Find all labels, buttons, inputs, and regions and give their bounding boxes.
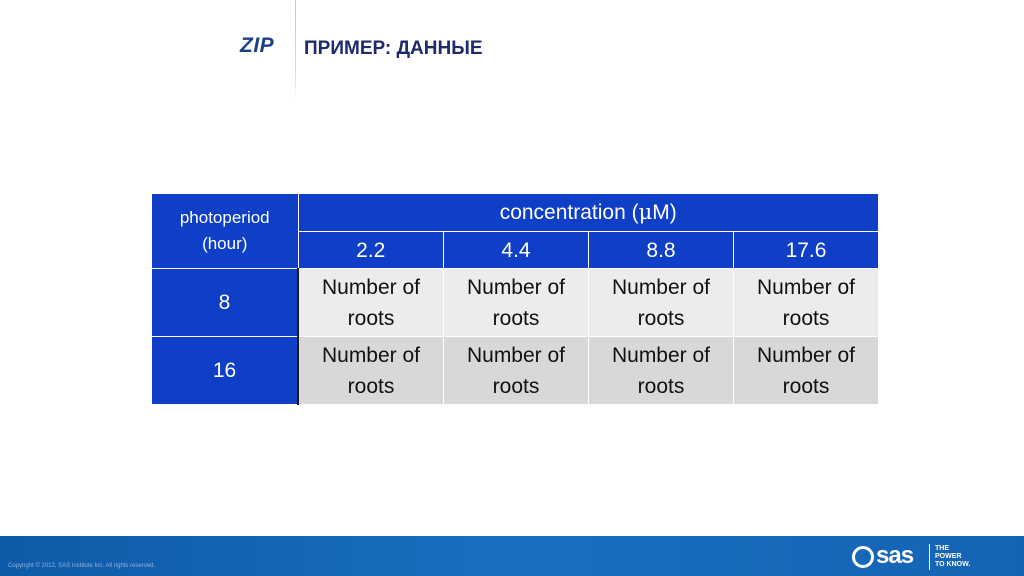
table-cell: Number of roots	[589, 269, 734, 337]
table-cell: Number of roots	[589, 337, 734, 405]
corner-line-1: photoperiod	[179, 208, 270, 227]
tagline-line: POWER	[935, 553, 962, 560]
data-table	[151, 193, 879, 405]
table-cell: Number of roots	[734, 337, 879, 405]
slide-title: ПРИМЕР: ДАННЫЕ	[304, 38, 483, 59]
footer-bar	[0, 536, 1024, 576]
mu-symbol: μ	[638, 200, 653, 224]
concentration-label: concentration (	[499, 201, 639, 224]
table-cell: Number of roots	[444, 269, 589, 337]
concentration-unit: M)	[652, 201, 677, 224]
sas-tagline	[935, 545, 970, 569]
tagline-line: TO KNOW.	[935, 561, 971, 568]
table-row	[152, 337, 879, 405]
corner-line-2: (hour)	[202, 234, 248, 253]
tagline-line: THE	[935, 545, 949, 552]
table-cell: Number of roots	[444, 337, 589, 405]
copyright-text: Copyright © 2012, SAS Institute Inc. All rights reserved.	[8, 563, 156, 569]
column-header: 17.6	[734, 232, 879, 269]
sas-logo-icon	[852, 546, 874, 568]
concentration-header	[298, 194, 879, 232]
column-header: 8.8	[589, 232, 734, 269]
header-divider	[295, 0, 296, 100]
column-header: 4.4	[444, 232, 589, 269]
row-header: 8	[152, 269, 299, 337]
corner-header	[152, 194, 299, 269]
table-row	[152, 269, 879, 337]
table-cell: Number of roots	[298, 337, 444, 405]
row-header: 16	[152, 337, 299, 405]
logo-separator	[929, 544, 930, 570]
zip-logo: ZIP	[240, 34, 275, 57]
table-cell: Number of roots	[298, 269, 444, 337]
column-header: 2.2	[298, 232, 444, 269]
slide-header	[0, 0, 1024, 100]
table-cell: Number of roots	[734, 269, 879, 337]
sas-logo-text: sas	[876, 542, 914, 569]
